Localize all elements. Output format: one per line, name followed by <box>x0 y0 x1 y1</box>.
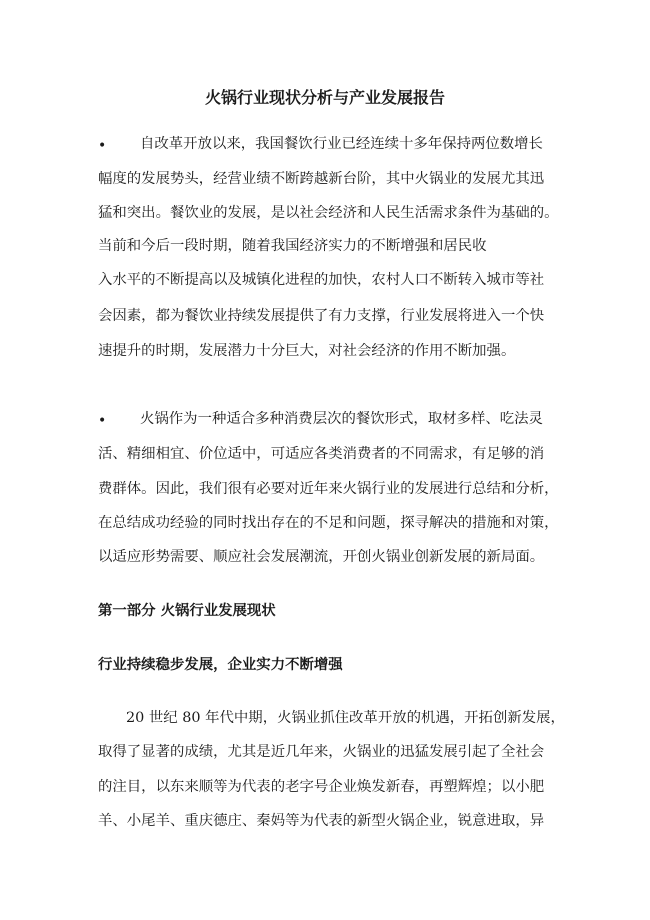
paragraph-line: 入水平的不断提高以及城镇化进程的加快，农村人口不断转入城市等社 <box>98 272 545 288</box>
bullet-icon: • <box>98 413 107 429</box>
paragraph-line: 费群体。因此，我们很有必要对近年来火锅行业的发展进行总结和分析， <box>98 481 559 497</box>
paragraph-line: 火锅作为一种适合多种消费层次的餐饮形式，取材多样、吃法灵 <box>140 411 543 427</box>
paragraph-line: 的注目，以东来顺等为代表的老字号企业焕发新春，再塑辉煌；以小肥 <box>98 779 545 795</box>
paragraph-line: 20 世纪 80 年代中期，火锅业抓住改革开放的机遇，开拓创新发展， <box>126 710 565 726</box>
paragraph-line: 活、精细相宜、价位适中，可适应各类消费者的不同需求，有足够的消 <box>98 446 545 462</box>
bullet-icon: • <box>98 138 107 154</box>
paragraph-line: 速提升的时期，发展潜力十分巨大，对社会经济的作用不断加强。 <box>98 343 516 359</box>
paragraph-line: 猛和突出。餐饮业的发展，是以社会经济和人民生活需求条件为基础的。 <box>98 205 559 221</box>
paragraph-line: 当前和今后一段时期，随着我国经济实力的不断增强和居民收 <box>98 238 487 254</box>
paragraph-line: 在总结成功经验的同时找出存在的不足和问题，探寻解决的措施和对策， <box>98 515 559 531</box>
document-title: 火锅行业现状分析与产业发展报告 <box>204 88 445 107</box>
paragraph-line: 会因素，都为餐饮业持续发展提供了有力支撑，行业发展将进入一个快 <box>98 308 545 324</box>
paragraph-line: 羊、小尾羊、重庆德庄、秦妈等为代表的新型火锅企业，锐意进取，异 <box>98 813 545 829</box>
paragraph-line: 自改革开放以来，我国餐饮行业已经连续十多年保持两位数增长 <box>140 136 543 152</box>
paragraph-line: 以适应形势需要、顺应社会发展潮流，开创火锅业创新发展的新局面。 <box>98 549 545 565</box>
subsection-heading: 行业持续稳步发展，企业实力不断增强 <box>98 657 343 673</box>
paragraph-line: 幅度的发展势头，经营业绩不断跨越新台阶，其中火锅业的发展尤其迅 <box>98 171 545 187</box>
paragraph-line: 取得了显著的成绩，尤其是近几年来，火锅业的迅猛发展引起了全社会 <box>98 744 545 760</box>
section-heading: 第一部分 火锅行业发展现状 <box>98 603 276 619</box>
